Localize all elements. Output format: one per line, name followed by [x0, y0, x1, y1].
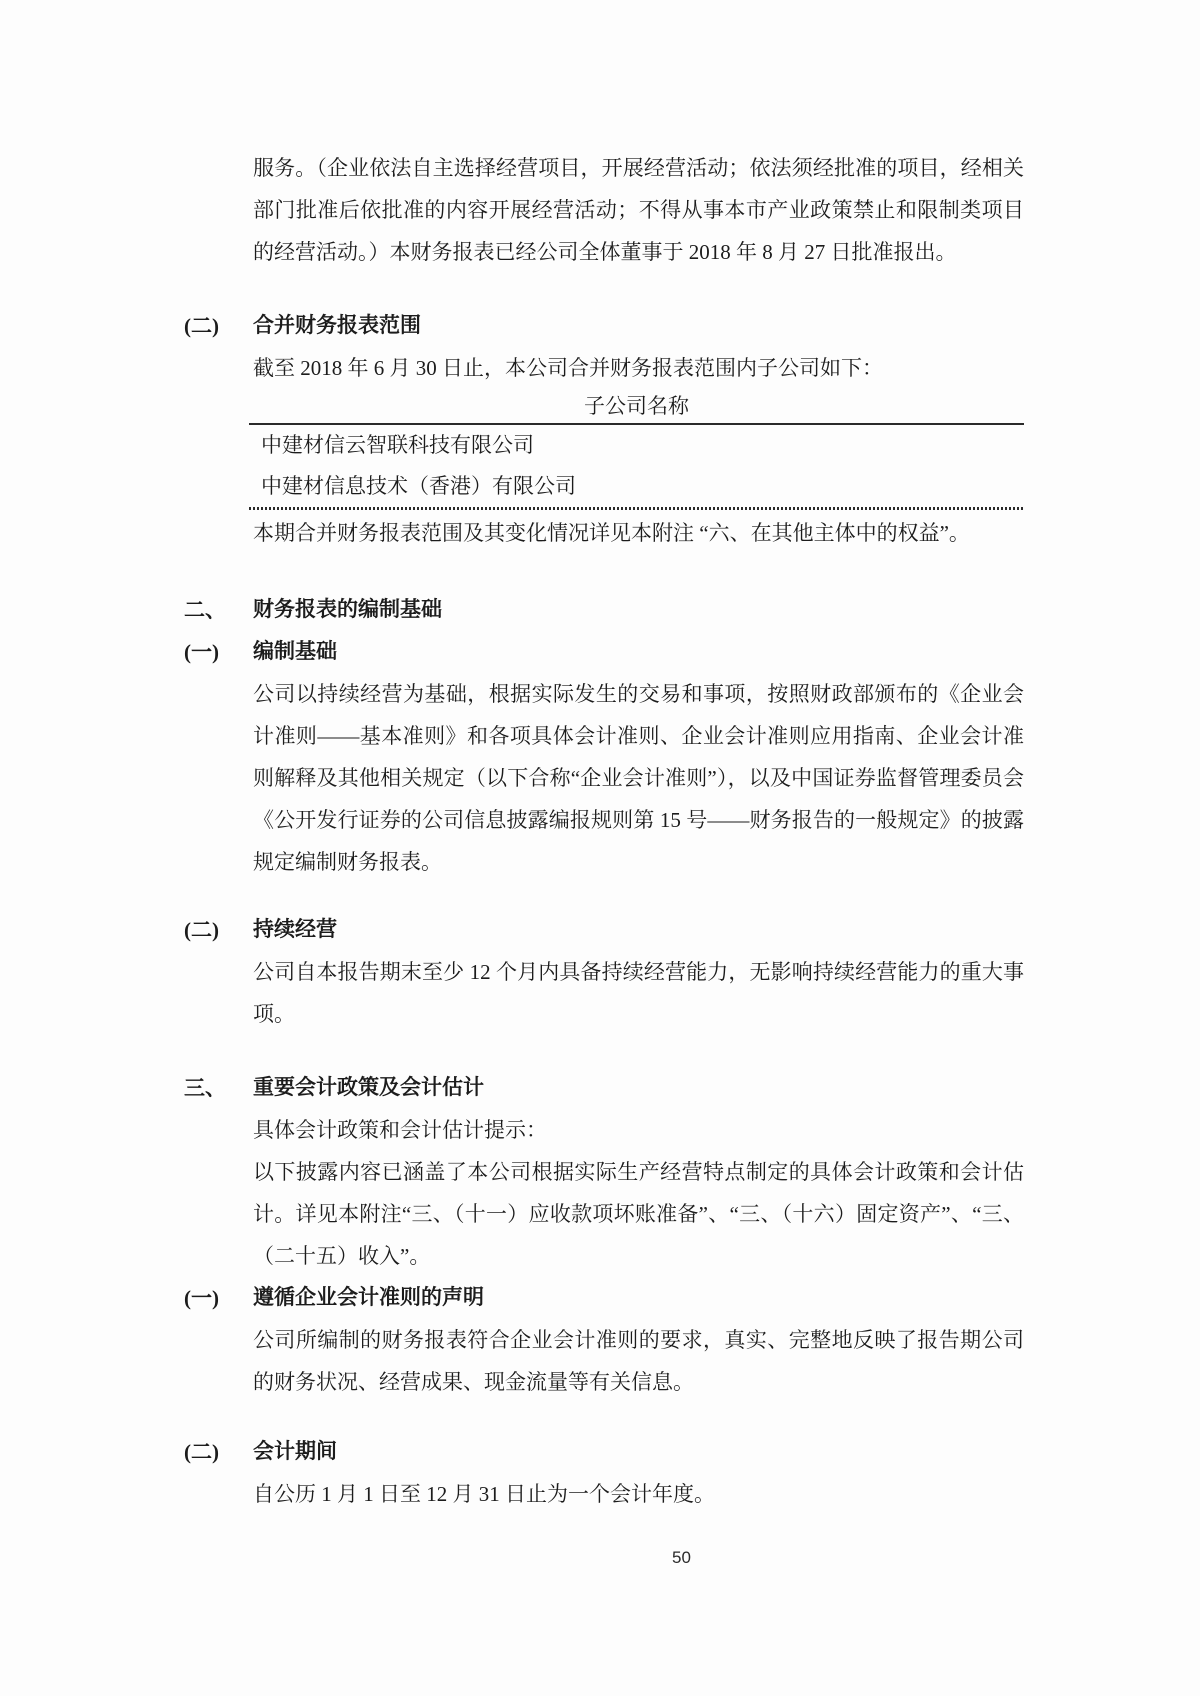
basis-of-preparation-body: 公司以持续经营为基础，根据实际发生的交易和事项，按照财政部颁布的《企业会计准则——基本准则》和各项具体会计准则、企业会计准则应用指南、企业会计准则解释及其他相关规定（以下合称“企业会计准则”），以及中国证券监督管理委员会《公开发行证券的公司信息披露编报规则第 15 号——财务报告的一般规定》的披露规定编制财务报表。	[253, 682, 1024, 874]
accounting-period-heading	[184, 1431, 1024, 1473]
going-concern-body: 公司自本报告期末至少 12 个月内具备持续经营能力，无影响持续经营能力的重大事项。	[253, 960, 1024, 1026]
basis-of-preparation-heading	[184, 631, 1024, 673]
part-number: 三、	[184, 1076, 226, 1100]
table-row: 中建材信云智联科技有限公司	[261, 433, 534, 457]
accounting-period-body: 自公历 1 月 1 日至 12 月 31 日止为一个会计年度。	[253, 1482, 715, 1506]
subsidiaries-table	[249, 389, 1024, 510]
section-number: (二)	[184, 1440, 219, 1464]
section-number: (一)	[184, 640, 219, 664]
part2-heading	[184, 589, 1024, 631]
accounting-policies-lead1: 具体会计政策和会计估计提示：	[253, 1118, 547, 1142]
table-bottom-rule	[249, 507, 1024, 510]
consolidation-scope-note: 本期合并财务报表范围及其变化情况详见本附注 “六、在其他主体中的权益”。	[253, 521, 970, 545]
section-consolidation-scope-heading	[184, 305, 1024, 347]
part-title: 财务报表的编制基础	[253, 598, 442, 621]
accounting-policies-lead2: 以下披露内容已涵盖了本公司根据实际生产经营特点制定的具体会计政策和会计估计。详见本附注“三、（十一）应收款项坏账准备”、“三、（十六）固定资产”、“三、（二十五）收入”。	[253, 1160, 1024, 1268]
document-content	[184, 0, 1024, 1515]
part3-heading	[184, 1067, 1024, 1109]
section-title: 持续经营	[253, 918, 337, 941]
compliance-statement-heading	[184, 1277, 1024, 1319]
section-title: 遵循企业会计准则的声明	[253, 1286, 484, 1309]
section-number: (二)	[184, 918, 219, 942]
section-number: (二)	[184, 314, 219, 338]
part-number: 二、	[184, 598, 226, 622]
intro-paragraph: 服务。（企业依法自主选择经营项目，开展经营活动；依法须经批准的项目，经相关部门批准后依批准的内容开展经营活动；不得从事本市产业政策禁止和限制类项目的经营活动。）本财务报表已经公司全体董事于 2018 年 8 月 27 日批准报出。	[253, 156, 1024, 264]
compliance-statement-body: 公司所编制的财务报表符合企业会计准则的要求，真实、完整地反映了报告期公司的财务状况、经营成果、现金流量等有关信息。	[253, 1328, 1024, 1394]
subsidiaries-table-header: 子公司名称	[249, 389, 1024, 425]
table-row: 中建材信息技术（香港）有限公司	[261, 474, 576, 498]
section-title: 编制基础	[253, 640, 337, 663]
section-title: 合并财务报表范围	[253, 314, 421, 337]
page-number: 50	[672, 1548, 691, 1567]
going-concern-heading	[184, 909, 1024, 951]
part-title: 重要会计政策及会计估计	[253, 1076, 484, 1099]
section-title: 会计期间	[253, 1440, 337, 1463]
section-number: (一)	[184, 1286, 219, 1310]
consolidation-scope-intro: 截至 2018 年 6 月 30 日止，本公司合并财务报表范围内子公司如下：	[253, 356, 883, 380]
